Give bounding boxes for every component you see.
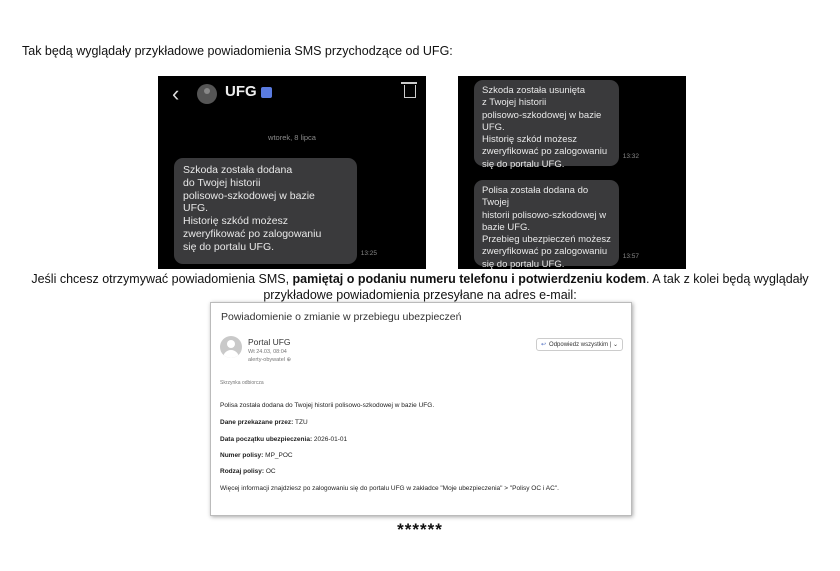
trash-icon[interactable] bbox=[404, 85, 416, 98]
email-field-value: TZU bbox=[293, 419, 308, 426]
intro-text: Tak będą wyglądały przykładowe powiadomienia SMS przychodzące od UFG: bbox=[22, 44, 453, 58]
sms-time: 13:32 bbox=[622, 152, 639, 160]
section-separator: ****** bbox=[397, 520, 443, 539]
middle-text-pre: Jeśli chcesz otrzymywać powiadomienia SMS, bbox=[31, 272, 293, 286]
reply-all-icon: ↩ bbox=[541, 342, 547, 348]
sms-sender-name: UFG bbox=[225, 83, 257, 100]
email-field-value: OC bbox=[264, 468, 276, 475]
email-recipient: alerty-obywatel ⊕ bbox=[248, 357, 292, 363]
contact-avatar-icon bbox=[197, 84, 217, 104]
sms-time: 13:25 bbox=[360, 250, 377, 258]
reply-all-button[interactable] bbox=[536, 338, 623, 351]
sms-time: 13:57 bbox=[622, 252, 639, 260]
email-field-value: 2026-01-01 bbox=[312, 436, 348, 443]
email-sender: Portal UFG bbox=[248, 337, 291, 347]
sms-bubble bbox=[474, 80, 639, 170]
email-field-label: Numer polisy: bbox=[220, 452, 264, 459]
middle-text-post: . A tak z kolei będą wyglądały bbox=[646, 272, 809, 286]
sms-message: Szkoda została dodana do Twojej historii polisowo-szkodowej w bazie UFG. Historię szkód możesz zweryfikować po zalogowaniu się do portalu UFG. bbox=[183, 164, 322, 253]
email-folder-label: Skrzynka odbiorcza bbox=[220, 380, 264, 386]
email-field-row bbox=[220, 452, 293, 459]
email-recipient-name: alerty-obywatel bbox=[248, 357, 285, 363]
email-field-row bbox=[220, 468, 276, 475]
chevron-down-icon: | ⌄ bbox=[609, 342, 618, 348]
sms-message: Polisa została dodana do Twojej historii polisowo-szkodowej w bazie UFG. Przebieg ubezpieczeń możesz zweryfikować po zalogowaniu się do portalu UFG. bbox=[482, 185, 611, 269]
email-field-value: MP_POC bbox=[263, 452, 293, 459]
email-subject: Powiadomienie o zmianie w przebiegu ubezpieczeń bbox=[221, 311, 462, 323]
sms-message: Szkoda została usunięta z Twojej historii polisowo-szkodowej w bazie UFG. Historię szkód możesz zweryfikować po zalogowaniu się do portalu UFG. bbox=[482, 85, 608, 170]
sender-avatar-icon bbox=[220, 336, 242, 358]
email-body-text: Polisa została dodana do Twojej historii polisowo-szkodowej w bazie UFG. bbox=[220, 402, 435, 409]
sms-screenshot-left bbox=[158, 76, 426, 269]
email-date: Wt 24.03, 08:04 bbox=[248, 349, 287, 355]
email-footer-text: Więcej informacji znajdziesz po zalogowaniu się do portalu UFG w zakładce "Moje ubezpieczenia" > "Polisy OC i AC". bbox=[220, 485, 559, 492]
middle-text-bold: pamiętaj o podaniu numeru telefonu i potwierdzeniu kodem bbox=[292, 272, 647, 286]
sms-header bbox=[158, 76, 426, 112]
sms-date: wtorek, 8 lipca bbox=[268, 133, 316, 142]
email-field-label: Data początku ubezpieczenia: bbox=[220, 436, 313, 443]
email-field-row bbox=[220, 436, 347, 443]
middle-text-line-2: przykładowe powiadomienia przesyłane na adres e-mail: bbox=[263, 288, 577, 302]
verified-badge-icon bbox=[261, 87, 272, 98]
email-field-row bbox=[220, 419, 308, 426]
email-field-label: Dane przekazane przez: bbox=[220, 419, 294, 426]
sms-bubble bbox=[174, 158, 377, 264]
sms-bubble bbox=[474, 180, 639, 269]
sms-screenshot-right bbox=[458, 76, 686, 269]
email-screenshot bbox=[210, 302, 632, 516]
middle-text-line-1 bbox=[20, 271, 820, 287]
back-arrow-icon[interactable]: ‹ bbox=[172, 81, 180, 106]
email-field-label: Rodzaj polisy: bbox=[220, 468, 265, 475]
reply-all-label: Odpowiedz wszystkim bbox=[549, 342, 609, 348]
